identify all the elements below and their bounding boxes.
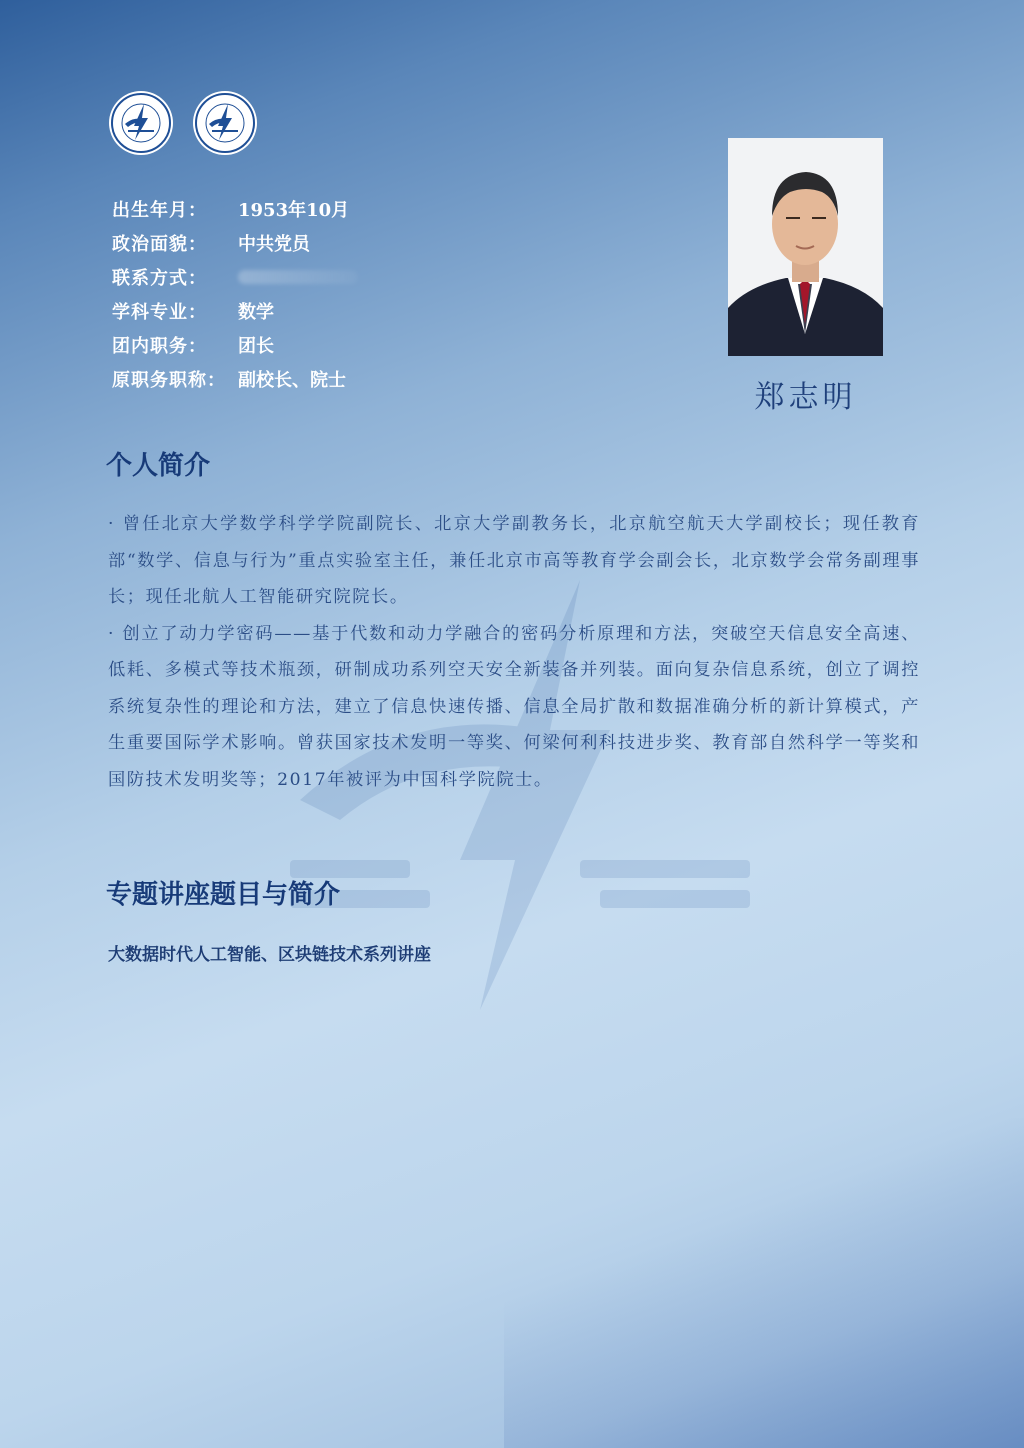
profile-info [112, 192, 358, 396]
bio-text [108, 506, 920, 798]
info-value: 团长 [238, 336, 274, 357]
info-row-political [112, 226, 358, 260]
info-row-birth [112, 192, 358, 226]
beihang-university-logo [108, 90, 174, 156]
bio-section-title: 个人简介 [106, 451, 211, 481]
info-row-former-title [112, 362, 358, 396]
info-value: 数学 [238, 302, 274, 323]
person-name: 郑志明 [754, 380, 857, 415]
lecture-section-title: 专题讲座题目与简介 [106, 880, 341, 910]
lecture-topic: 大数据时代人工智能、区块链技术系列讲座 [108, 945, 431, 965]
info-label: 原职务职称： [112, 370, 226, 391]
info-value: 1953年10月 [238, 200, 350, 221]
info-label: 联系方式： [112, 268, 207, 289]
bio-paragraph: · 创立了动力学密码——基于代数和动力学融合的密码分析原理和方法，突破空天信息安全高速、低耗、多模式等技术瓶颈，研制成功系列空天安全新装备并列装。面向复杂信息系统，创立了调控系统复杂性的理论和方法，建立了信息快速传播、信息全局扩散和数据准确分析的新计算模式，产生重要国际学术影响。曾获国家技术发明一等奖、何梁何利科技进步奖、教育部自然科学一等奖和国防技术发明奖等；2017年被评为中国科学院院士。 [108, 623, 920, 790]
info-row-team-role [112, 328, 358, 362]
info-label: 出生年月： [112, 200, 207, 221]
beihang-veteran-association-logo [192, 90, 258, 156]
logo-group [108, 90, 258, 156]
info-label: 团内职务： [112, 336, 207, 357]
info-row-contact [112, 260, 358, 294]
info-label: 政治面貌： [112, 234, 207, 255]
info-row-discipline [112, 294, 358, 328]
info-value: 中共党员 [238, 234, 310, 255]
bio-paragraph: · 曾任北京大学数学科学学院副院长、北京大学副教务长，北京航空航天大学副校长；现任教育部“数学、信息与行为”重点实验室主任，兼任北京市高等教育学会副会长，北京数学会常务副理事长；现任北航人工智能研究院院长。 [108, 514, 920, 607]
portrait-photo [728, 138, 883, 356]
info-value: 副校长、院士 [238, 370, 346, 391]
redacted-contact [238, 270, 358, 284]
info-label: 学科专业： [112, 302, 207, 323]
background-shade [504, 1118, 1024, 1448]
portrait-illustration [728, 138, 883, 356]
